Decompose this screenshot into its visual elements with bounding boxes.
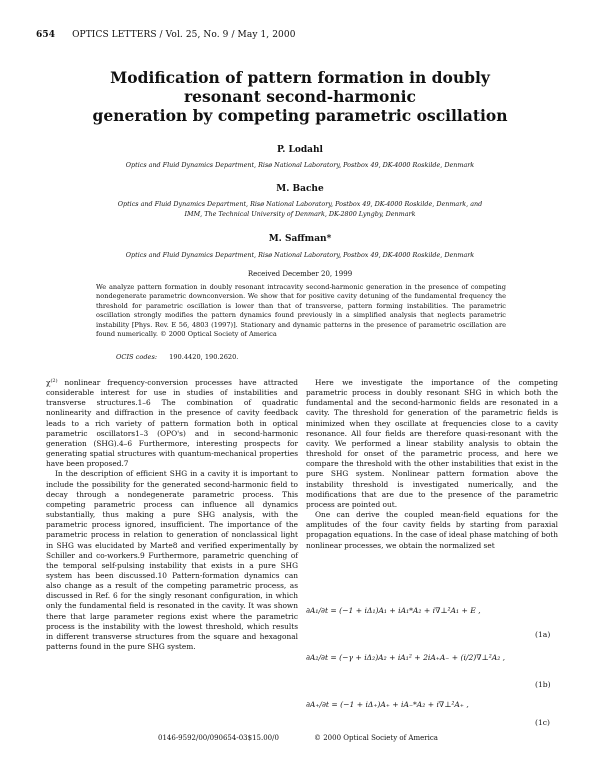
- author-name: M. Saffman*: [268, 234, 332, 244]
- author-affiliation: Optics and Fluid Dynamics Department, Risø National Laboratory, Postbox 49, DK-4000 Roskilde, Denmark, and IMM, The Technical University of Denmark, DK-2800 Lyngby, Denmark: [117, 200, 483, 218]
- paragraph: $\chi^{(2)}$ nonlinear frequency-conversion processes have attracted considerable interest for use in studies of instabilities and transverse structures.1–6 The combination of quadratic nonlinearity and diffraction in the presence of cavity feedback leads to a rich variety of pattern formation both in optical parametric oscillators1–3 (OPO's) and in second-harmonic generation (SHG).4–6 Furthermore, interesting prospects for generating spatial structures with quantum-mechanical properties have been proposed.7: [46, 378, 298, 469]
- page-number: 654: [36, 30, 56, 40]
- right-column: [306, 378, 558, 551]
- received-date: Received December 20, 1999: [247, 270, 353, 278]
- paragraph: One can derive the coupled mean-field equations for the amplitudes of the four cavity fields by starting from paraxial propagation equations. In the case of ideal phase matching of both nonlinear processes, we obtain the normalized set: [306, 510, 558, 550]
- article-code: 0146-9592/00/090654-03$15.00/0: [158, 734, 279, 742]
- ocis-label: OCIS codes:: [116, 353, 158, 361]
- equation-1a: ∂A₁/∂t = (−1 + iΔ₁)A₁ + iA₁*A₂ + i∇⊥²A₁ + E ,: [306, 606, 481, 615]
- author-affiliation: Optics and Fluid Dynamics Department, Risø National Laboratory, Postbox 49, DK-4000 Roskilde, Denmark: [125, 251, 475, 259]
- equation-number: (1b): [535, 680, 551, 689]
- author-name: P. Lodahl: [277, 145, 323, 155]
- paragraph: Here we investigate the importance of the competing parametric process in doubly resonant SHG in which both the fundamental and the second-harmonic fields are resonated in a cavity. The threshold for generation of the parametric fields is minimized when they oscillate at frequencies close to a cavity resonance. All four fields are therefore quasi-resonant with the cavity. We performed a linear stability analysis to obtain the threshold for onset of the parametric process, and here we compare the threshold with the other instabilities that exist in the pure SHG system. Nonlinear pattern formation above the instability threshold is investigated numerically, and the modifications that are due to the presence of the parametric process are pointed out.: [306, 378, 558, 509]
- paper-title: Modification of pattern formation in doubly resonant second-harmonic generation by competing parametric oscillation: [92, 68, 508, 125]
- ocis-codes: [116, 353, 238, 361]
- equation-number: (1a): [535, 630, 551, 639]
- abstract: We analyze pattern formation in doubly resonant intracavity second-harmonic generation in the presence of competing nondegenerate parametric downconversion. We show that for positive cavity detuning of the fundamental frequency the threshold for parametric oscillation is lower than that of transverse, pattern forming instabilities. The parametric oscillation strongly modifies the pattern dynamics found previously in a simplified analysis that neglects parametric instability [Phys. Rev. E 56, 4803 (1997)]. Stationary and dynamic patterns in the presence of parametric oscillation are found numerically. © 2000 Optical Society of America: [96, 283, 506, 339]
- chi-symbol: χ: [46, 378, 51, 387]
- copyright: © 2000 Optical Society of America: [314, 734, 438, 742]
- author-name: M. Bache: [276, 184, 324, 194]
- equation-number: (1c): [535, 718, 551, 727]
- paragraph: In the description of efficient SHG in a cavity it is important to include the possibility for the generated second-harmonic field to decay through a nondegenerate parametric process. This competing parametric process can influence all dynamics substantially, thus making a pure SHG analysis, with the parametric process ignored, insufficient. The importance of the parametric process in relation to generation of nonclassical light in SHG was elucidated by Marte8 and verified experimentally by Schiller and co-workers.9 Furthermore, parametric quenching of the temporal self-pulsing instability that exists in a pure SHG system has been discussed.10 Pattern-formation dynamics can also change as a result of the competing parametric process, as discussed in Ref. 6 for the singly resonant configuration, in which only the fundamental field is resonated in the cavity. It was shown there that large parameter regions exist where the parametric process is the instability with the lowest threshold, which results in different transverse structures from the square and hexagonal patterns found in the pure SHG system.: [46, 469, 298, 652]
- equation-1c: ∂A₊/∂t = (−1 + iΔ₊)A₊ + iA₋*A₂ + i∇⊥²A₊ ,: [306, 700, 469, 709]
- left-column: [46, 378, 298, 652]
- equation-1b: ∂A₂/∂t = (−γ + iΔ₂)A₂ + iA₁² + 2iA₊A₋ + (i/2)∇⊥²A₂ ,: [306, 653, 506, 662]
- running-header: [36, 30, 296, 40]
- author-affiliation: Optics and Fluid Dynamics Department, Risø National Laboratory, Postbox 49, DK-4000 Roskilde, Denmark: [125, 161, 475, 169]
- ocis-values: 190.4420, 190.2620.: [169, 353, 239, 361]
- journal-citation: OPTICS LETTERS / Vol. 25, No. 9 / May 1, 2000: [72, 30, 296, 40]
